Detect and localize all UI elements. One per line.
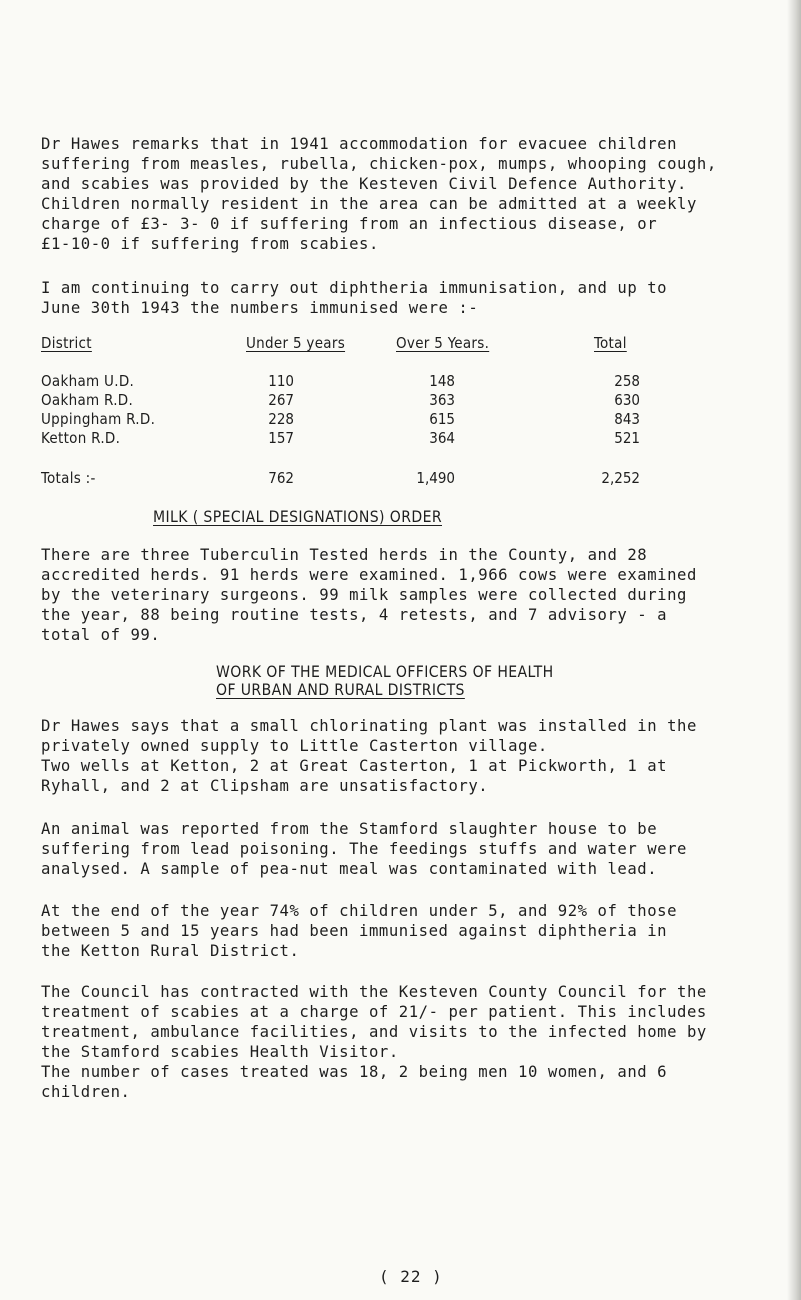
row-under-5: 267: [268, 391, 294, 409]
text-line: Ryhall, and 2 at Clipsham are unsatisfactory.: [41, 777, 489, 795]
text-line: The Council has contracted with the Kesteven County Council for the: [41, 983, 707, 1001]
column-header-district: District: [41, 334, 92, 352]
totals-under-5: 762: [268, 469, 294, 487]
text-line: the Ketton Rural District.: [41, 942, 300, 960]
page-edge-shadow: [787, 0, 801, 1300]
row-district: Uppingham R.D.: [41, 410, 156, 428]
text-line: the Stamford scabies Health Visitor.: [41, 1043, 399, 1061]
text-line: total of 99.: [41, 626, 161, 644]
row-under-5: 228: [268, 410, 294, 428]
text-line: suffering from lead poisoning. The feedings stuffs and water were: [41, 840, 687, 858]
row-over-5: 363: [429, 391, 455, 409]
row-over-5: 615: [429, 410, 455, 428]
row-total: 258: [614, 372, 640, 390]
row-total: 630: [614, 391, 640, 409]
text-line: An animal was reported from the Stamford slaughter house to be: [41, 820, 658, 838]
text-line: June 30th 1943 the numbers immunised were :-: [41, 299, 479, 317]
totals-over-5: 1,490: [416, 469, 455, 487]
totals-label: Totals :-: [41, 469, 96, 487]
totals-total: 2,252: [601, 469, 640, 487]
row-total: 843: [614, 410, 640, 428]
text-line: the year, 88 being routine tests, 4 retests, and 7 advisory - a: [41, 606, 668, 624]
text-line: There are three Tuberculin Tested herds in the County, and 28: [41, 546, 648, 564]
column-header-under-5: Under 5 years: [246, 334, 346, 352]
text-line: between 5 and 15 years had been immunised against diphtheria in: [41, 922, 668, 940]
text-line: analysed. A sample of pea-nut meal was contaminated with lead.: [41, 860, 658, 878]
page-number: ( 22 ): [379, 1267, 443, 1286]
text-line: Two wells at Ketton, 2 at Great Casterton, 1 at Pickworth, 1 at: [41, 757, 668, 775]
text-line: and scabies was provided by the Kesteven Civil Defence Authority.: [41, 175, 687, 193]
column-header-over-5: Over 5 Years.: [396, 334, 490, 352]
text-line: suffering from measles, rubella, chicken-pox, mumps, whooping cough,: [41, 155, 717, 173]
work-heading-line-1: WORK OF THE MEDICAL OFFICERS OF HEALTH: [216, 663, 554, 681]
text-line: privately owned supply to Little Casterton village.: [41, 737, 548, 755]
column-header-total: Total: [594, 334, 627, 352]
row-total: 521: [614, 429, 640, 447]
text-line: I am continuing to carry out diphtheria immunisation, and up to: [41, 279, 668, 297]
row-under-5: 157: [268, 429, 294, 447]
row-district: Ketton R.D.: [41, 429, 121, 447]
text-line: Children normally resident in the area can be admitted at a weekly: [41, 195, 697, 213]
text-line: At the end of the year 74% of children under 5, and 92% of those: [41, 902, 678, 920]
document-page: [41, 0, 781, 1300]
row-over-5: 148: [429, 372, 455, 390]
text-line: accredited herds. 91 herds were examined. 1,966 cows were examined: [41, 566, 697, 584]
row-district: Oakham R.D.: [41, 391, 134, 409]
work-heading-line-2: OF URBAN AND RURAL DISTRICTS: [216, 681, 465, 699]
text-line: Dr Hawes says that a small chlorinating plant was installed in the: [41, 717, 697, 735]
row-under-5: 110: [268, 372, 294, 390]
text-line: £1-10-0 if suffering from scabies.: [41, 235, 379, 253]
text-line: The number of cases treated was 18, 2 being men 10 women, and 6: [41, 1063, 668, 1081]
row-over-5: 364: [429, 429, 455, 447]
text-line: charge of £3- 3- 0 if suffering from an infectious disease, or: [41, 215, 658, 233]
row-district: Oakham U.D.: [41, 372, 135, 390]
text-line: treatment, ambulance facilities, and visits to the infected home by: [41, 1023, 707, 1041]
milk-heading: MILK ( SPECIAL DESIGNATIONS) ORDER: [153, 508, 442, 526]
text-line: children.: [41, 1083, 131, 1101]
text-line: by the veterinary surgeons. 99 milk samples were collected during: [41, 586, 687, 604]
text-line: treatment of scabies at a charge of 21/- per patient. This includes: [41, 1003, 707, 1021]
text-line: Dr Hawes remarks that in 1941 accommodation for evacuee children: [41, 135, 678, 153]
